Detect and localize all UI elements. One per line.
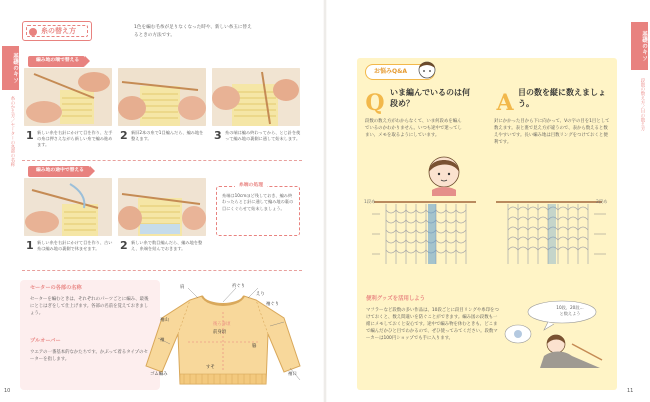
tip-heading: 便利グッズを活用しよう <box>366 296 426 302</box>
page-number-right: 11 <box>627 388 634 394</box>
qa-header-label: お悩みQ&A <box>374 68 407 75</box>
tip-text: 糸端は10cmほど残しておき、編み終わったらとじ針に通して編み地の裏の目にくぐらせて始末しましょう。 <box>222 193 294 211</box>
label-back: 後ろ身頃 <box>213 322 231 327</box>
right-side-tab: 基礎のキソ <box>631 22 648 70</box>
left-side-tab: 基礎のキソ <box>2 46 19 90</box>
left-side-caption: 糸のかえ方／セーターの各部の名称 <box>10 96 15 167</box>
step-photo-2a <box>24 178 112 236</box>
step-caption: 新旧2本の糸で1目編んだら、編み地を整えます。 <box>131 130 204 142</box>
label-collar: えり <box>256 292 265 297</box>
tip-text: マフラーなど段数の多い作品は、10段ごとに段目リングや糸印をつけておくと、数え間違いを防ぐことができます。編み図の段数も一緒にメモしておくと安心です。途中で編み物を休むときも、どこまで編んだかひと目でわかるので、ぜひ使ってみてください。段数マーカーは100円ショップでも手に入ります。 <box>366 308 499 342</box>
step-number: 2 <box>120 239 128 252</box>
answer-text: 針にかかった目から下に向かって、Vの字の目を1目として数えます。表と裏で見え方が違うので、表から数えると数えやすいです。長い編み地は目数リングをつけておくと便利です。 <box>494 119 610 146</box>
sweater-description: セーターを編むときは、それぞれのパーツごとに編み、最後にとじはぎをして仕上げます。各部の名前を覚えておきましょう。 <box>30 297 149 317</box>
label-front: 前身頃 <box>213 330 227 335</box>
step-caption: 糸の端は編み終わってから、とじ針を使って編み地の裏側に通して始末します。 <box>225 130 301 142</box>
step-number: 2 <box>120 129 128 142</box>
answer-title: 目の数を縦に数えましょう。 <box>518 88 606 108</box>
yarn-ball-icon <box>29 28 37 36</box>
step-caption: 新しい糸を右針にかけて目を作り、左手の糸は押さえながら新しい糸で編み進めます。 <box>37 130 113 148</box>
label-shoulder: 肩 <box>180 285 185 290</box>
pullover-description: ウエアの一番基本的なかたちです。かぶって着るタイプのセーターを指します。 <box>30 350 148 363</box>
section-badge-middle: 編み地の途中で替える <box>28 166 90 177</box>
section-divider <box>22 160 302 161</box>
question-text: 段数の数え方がわからなくて、いま何段めを編んでいるのかわかりません。いつも途中で迷ってしまい、メモを取るようにしています。 <box>365 119 462 139</box>
question-title: いま編んでいるのは何段め？ <box>390 88 470 108</box>
step-photo-1b <box>118 68 206 126</box>
step-caption: 新しい糸を右針にかけて目を作り、古い糸は編み地の裏側で休ませます。 <box>37 240 113 252</box>
girl-character-icon <box>422 150 466 196</box>
label-sleeve: 袖 <box>160 338 165 343</box>
tip-title: 糸端の処理 <box>235 183 267 190</box>
pullover-heading: プルオーバー <box>30 338 61 344</box>
step-photo-1a <box>24 68 112 126</box>
step-photo-2b <box>118 178 206 236</box>
step-caption: 新しい糸で数目編んだら、編み地を整え、糸端を結んでおきます。 <box>131 240 203 252</box>
diagram-label-right: 2段め <box>596 200 608 205</box>
right-side-caption: 段数の数え方／目の数え方 <box>640 78 645 131</box>
section-badge-edge: 編み地の端で替える <box>28 56 85 67</box>
tip-box <box>216 183 300 236</box>
label-neckline: 衿ぐり <box>232 284 246 289</box>
speech-bubble-text: 10段、20段… と数えよう <box>556 305 584 317</box>
sweater-heading: セーターの各部の名称 <box>30 285 82 291</box>
section-divider <box>22 270 302 271</box>
step-number: 1 <box>26 129 34 142</box>
label-cuff: 袖口 <box>288 372 297 377</box>
label-hem: すそ <box>206 365 215 370</box>
stitch-count-diagram <box>372 194 608 274</box>
label-armhole: 袖ぐり <box>266 302 280 307</box>
label-sleeve-top: 袖山 <box>160 318 169 323</box>
page-title: 糸の替え方 <box>41 27 76 35</box>
step-photo-1c <box>212 68 300 126</box>
label-underarm: 脇 <box>252 344 257 349</box>
question-mark-badge: Q <box>365 90 385 116</box>
title-box <box>22 21 92 41</box>
label-ribbing: ゴム編み <box>150 372 168 377</box>
diagram-label-left: 1段め <box>364 200 376 205</box>
page-number-left: 10 <box>4 388 11 394</box>
step-number: 1 <box>26 239 34 252</box>
step-number: 3 <box>214 129 222 142</box>
title-intro: 1色を編む毛糸が足りなくなった時や、新しい糸玉に替えるときの方法です。 <box>134 25 252 38</box>
answer-mark-badge: A <box>496 90 514 116</box>
thinking-face-icon <box>416 58 438 80</box>
